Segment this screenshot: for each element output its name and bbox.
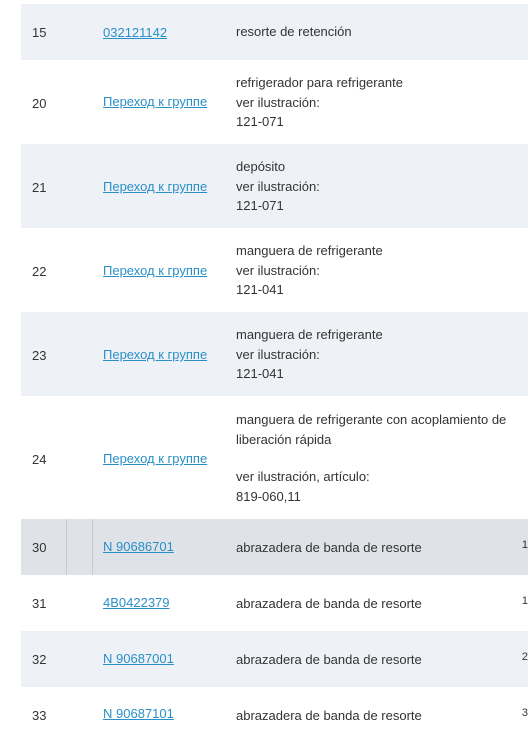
position-number: 31 <box>32 596 47 611</box>
group-link[interactable]: Переход к группе <box>103 451 208 466</box>
position-number: 22 <box>32 264 47 279</box>
part-description <box>236 241 526 300</box>
description-line: refrigerador para refrigerante <box>236 75 403 90</box>
part-description <box>236 538 526 558</box>
truncated-column-mark: 1 <box>521 595 528 607</box>
description-line: ver ilustración: <box>236 346 320 362</box>
description-line: ver ilustración: <box>236 178 320 194</box>
position-number: 21 <box>32 180 47 195</box>
part-description <box>236 650 526 670</box>
description-line: manguera de refrigerante con acoplamiento de <box>236 412 507 427</box>
table-row[interactable] <box>21 687 528 743</box>
truncated-column-mark: 3 <box>521 707 528 719</box>
part-number-link[interactable]: N 90686701 <box>103 539 174 554</box>
part-number-link[interactable]: N 90687001 <box>103 651 174 666</box>
position-number: 24 <box>32 452 47 467</box>
description-line: abrazadera de banda de resorte <box>236 540 422 555</box>
description-line: 121-071 <box>236 198 284 213</box>
truncated-column-mark: 2 <box>521 651 528 663</box>
position-number: 33 <box>32 708 47 723</box>
position-number: 23 <box>32 348 47 363</box>
part-description <box>236 22 526 42</box>
position-number: 20 <box>32 96 47 111</box>
part-description <box>236 706 526 726</box>
table-row[interactable] <box>21 575 528 631</box>
position-number: 30 <box>32 540 47 555</box>
table-row[interactable] <box>21 60 528 144</box>
column-divider <box>92 519 93 575</box>
table-row[interactable] <box>21 631 528 687</box>
table-row[interactable] <box>21 4 528 60</box>
part-number-link[interactable]: N 90687101 <box>103 706 174 721</box>
part-number-link[interactable]: 4B0422379 <box>103 595 170 610</box>
group-link[interactable]: Переход к группе <box>103 94 208 109</box>
description-line: ver ilustración, artículo: <box>236 469 370 484</box>
description-line: abrazadera de banda de resorte <box>236 596 422 611</box>
position-number: 15 <box>32 25 47 40</box>
column-divider <box>66 519 67 575</box>
group-link[interactable]: Переход к группе <box>103 347 208 362</box>
part-description <box>236 325 526 384</box>
part-description <box>236 594 526 614</box>
description-line: manguera de refrigerante <box>236 243 383 258</box>
table-row[interactable] <box>21 144 528 228</box>
truncated-column-mark: 1 <box>521 539 528 551</box>
part-description <box>236 410 526 506</box>
part-description <box>236 73 526 132</box>
description-line: ver ilustración: <box>236 262 320 278</box>
description-line: depósito <box>236 159 286 174</box>
description-line: resorte de retención <box>236 24 352 39</box>
description-line: liberación rápida <box>236 431 332 447</box>
description-line: ver ilustración: <box>236 94 320 110</box>
description-line: abrazadera de banda de resorte <box>236 652 422 667</box>
part-description <box>236 157 526 216</box>
description-line: manguera de refrigerante <box>236 327 383 342</box>
group-link[interactable]: Переход к группе <box>103 263 208 278</box>
table-row[interactable] <box>21 519 528 575</box>
table-row[interactable] <box>21 228 528 312</box>
part-number-link[interactable]: 032121142 <box>103 25 168 40</box>
description-line: abrazadera de banda de resorte <box>236 708 422 723</box>
description-line: 819-060,11 <box>236 488 301 504</box>
position-number: 32 <box>32 652 47 667</box>
description-spacer <box>236 449 526 467</box>
table-row[interactable] <box>21 312 528 396</box>
table-row[interactable] <box>21 396 528 519</box>
group-link[interactable]: Переход к группе <box>103 179 208 194</box>
description-line: 121-071 <box>236 114 284 129</box>
description-line: 121-041 <box>236 282 284 297</box>
description-line: 121-041 <box>236 366 284 381</box>
